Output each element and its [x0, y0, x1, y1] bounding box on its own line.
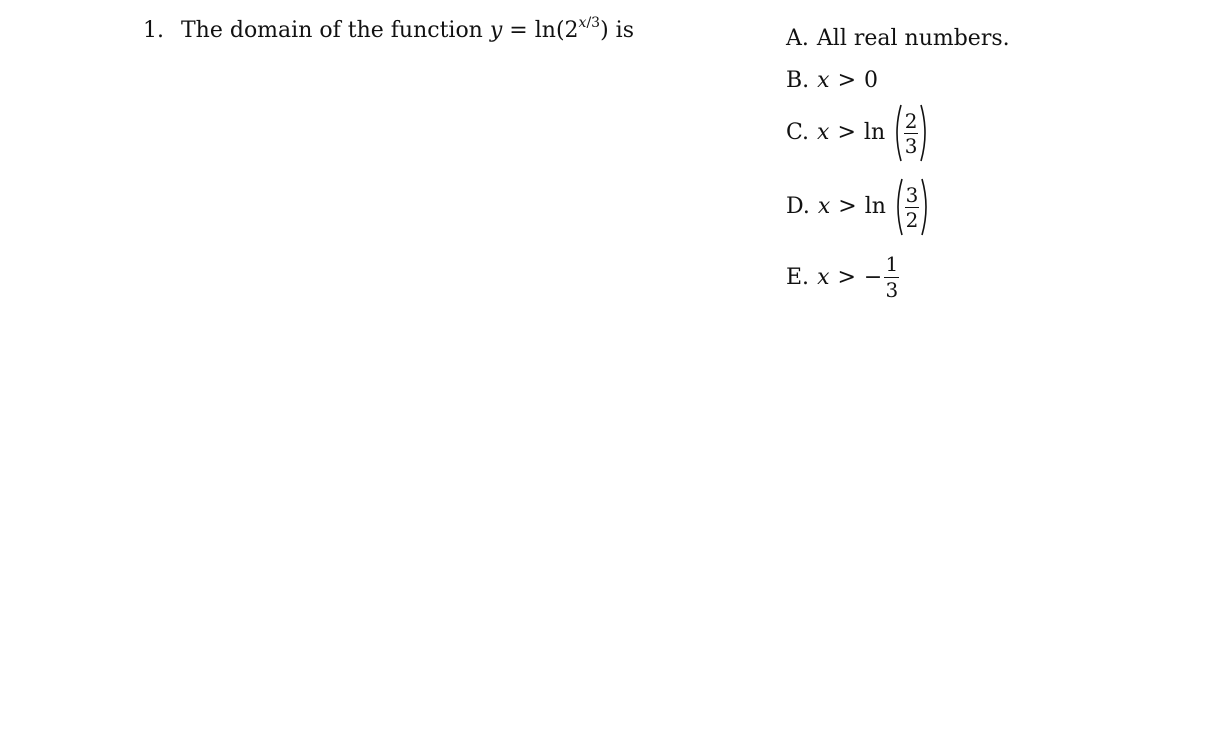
left-paren-icon	[894, 178, 903, 236]
question-function: $\ln(2^{x/3})$	[534, 15, 609, 43]
choice-c-denominator: 3	[904, 133, 918, 158]
choice-c-numerator: 2	[904, 108, 918, 133]
choice-d-relation: >	[838, 194, 857, 219]
right-paren-icon	[921, 178, 930, 236]
question-1	[143, 16, 634, 48]
choice-a	[786, 28, 1010, 50]
choice-a-text: All real numbers.	[816, 26, 1010, 51]
right-paren-icon	[920, 104, 929, 162]
choice-c-fraction	[904, 110, 918, 157]
choice-e-letter: E.	[786, 264, 810, 290]
choice-d-function: ln	[864, 194, 886, 219]
question-number: 1.	[143, 18, 164, 43]
choice-e-sign: −	[863, 264, 883, 290]
choice-e	[786, 253, 901, 302]
choice-c-letter: C.	[786, 120, 810, 145]
choice-d-numerator: 3	[905, 182, 919, 207]
choice-b-variable: x	[817, 68, 830, 93]
choice-b	[786, 70, 878, 92]
choice-d-variable: x	[817, 194, 831, 219]
choice-d-parenthesized-fraction	[894, 178, 930, 236]
question-equals: =	[509, 18, 528, 43]
choice-d-letter: D.	[786, 194, 810, 219]
choice-c-relation: >	[837, 120, 856, 145]
choice-c-variable: x	[817, 120, 830, 145]
choice-a-letter: A.	[786, 26, 809, 51]
question-exponent: x/3	[578, 15, 601, 31]
choice-b-relation: >	[837, 68, 857, 93]
question-text: The domain of the function	[181, 18, 483, 43]
choice-e-variable: x	[817, 264, 830, 290]
choice-b-letter: B.	[786, 68, 810, 93]
choice-e-numerator: 1	[885, 252, 899, 276]
choice-e-denominator: 3	[885, 278, 899, 302]
choice-b-value: 0	[864, 68, 879, 93]
choice-d-fraction	[905, 184, 919, 231]
choice-c-function: ln	[863, 120, 886, 145]
question-variable-y: y	[489, 18, 503, 43]
choice-d-denominator: 2	[905, 207, 919, 232]
choice-e-relation: >	[837, 264, 856, 290]
choice-d	[786, 178, 930, 236]
choice-c-parenthesized-fraction	[893, 104, 929, 162]
choice-e-fraction	[884, 253, 899, 302]
choice-c	[786, 104, 929, 162]
question-suffix: is	[615, 18, 634, 43]
left-paren-icon	[893, 104, 902, 162]
